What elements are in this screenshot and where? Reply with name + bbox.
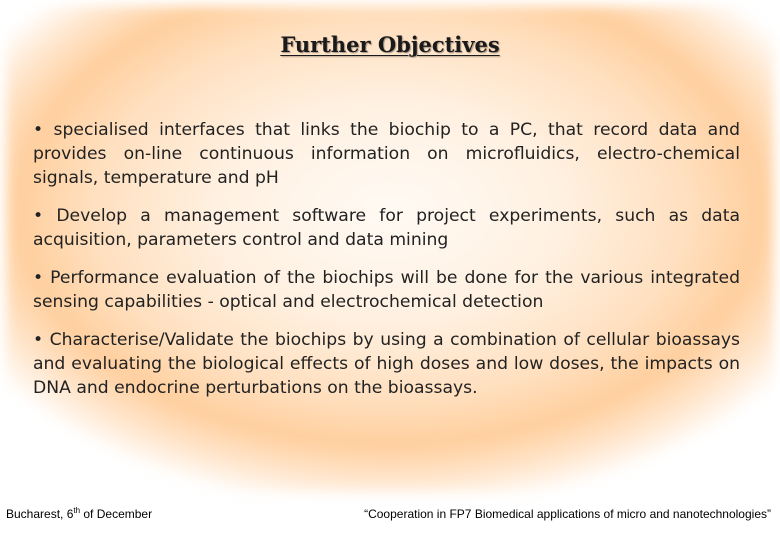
slide-title: Further Objectives <box>280 32 500 57</box>
bullet-item: • Develop a management software for project experiments, such as data acquisition, parameters control and data mining <box>33 206 740 250</box>
bullet-item: • Performance evaluation of the biochips will be done for the various integrated sensing capabilities - optical and electrochemical detection <box>33 268 740 312</box>
footer-event-title: “Cooperation in FP7 Biomedical applications of micro and nanotechnologies” <box>364 507 771 521</box>
footer-date-suffix: th <box>73 506 81 515</box>
footer-location-date <box>6 507 152 521</box>
bullet-item: • Characterise/Validate the biochips by using a combination of cellular bioassays and evaluating the biological effects of high doses and low doses, the impacts on DNA and endocrine perturbations on the bioassays. <box>33 330 740 398</box>
footer-date-rest: of December <box>80 507 153 521</box>
bullet-list <box>33 118 740 400</box>
footer-location: Bucharest, 6 <box>6 507 74 521</box>
bullet-item: • specialised interfaces that links the biochip to a PC, that record data and provides on-line continuous information on microfluidics, electro-chemical signals, temperature and pH <box>33 120 740 188</box>
